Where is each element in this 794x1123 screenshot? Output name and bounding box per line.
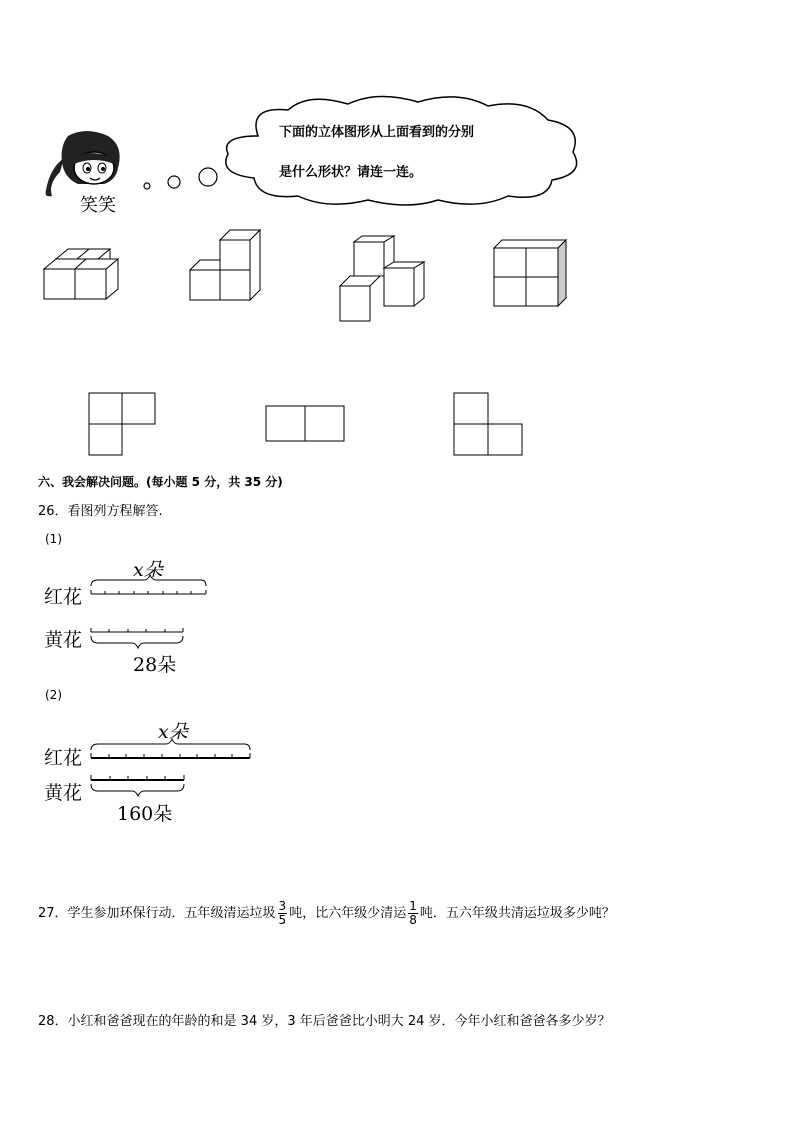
solid-figure-2 (186, 226, 266, 302)
q26-part2-bottom-quantity: 160朵 (117, 803, 173, 825)
solid-figure-4 (490, 236, 574, 310)
question-28-text: 28．小红和爸爸现在的年龄的和是 34 岁，3 年后爸爸比小明大 24 岁．今年小红和爸爸各多少岁？ (38, 1014, 611, 1029)
solid-figure-1 (40, 240, 130, 304)
cloud-line-1: 下面的立体图形从上面看到的分别 (279, 125, 475, 140)
top-view-shape-1 (88, 392, 158, 456)
cloud-line-2: 是什么形状？请连一连。 (279, 165, 423, 180)
q26-part2-top-quantity: x朵 (158, 721, 188, 743)
q27-fraction-1-denominator: 5 (278, 913, 287, 927)
top-view-shape-3 (453, 392, 525, 456)
question-27-text (38, 900, 615, 927)
mascot-illustration (38, 128, 138, 198)
q27-fraction-2-denominator: 8 (409, 913, 417, 927)
solid-figure-3 (336, 234, 432, 326)
q26-part2-red-label: 红花 (44, 747, 83, 769)
q26-part2-tag: (2) (45, 688, 62, 702)
q27-fraction-1-numerator: 3 (278, 899, 287, 913)
speech-cloud (218, 96, 583, 208)
q27-fraction-2-numerator: 1 (409, 899, 417, 913)
thought-bubbles (138, 164, 222, 196)
mascot-name: 笑笑 (80, 195, 116, 216)
q26-part2-yellow-label: 黄花 (44, 782, 83, 804)
q26-part1-red-label: 红花 (44, 586, 83, 608)
question-26-text: 26．看图列方程解答. (38, 504, 163, 519)
q27-fraction-1 (278, 900, 288, 927)
q27-post-text: 吨．五六年级共清运垃圾多少吨？ (419, 906, 615, 921)
section-6-title: 六、我会解决问题。(每小题 5 分，共 35 分) (38, 475, 283, 489)
q26-part1-bottom-quantity: 28朵 (133, 654, 177, 676)
q26-part2-yellow-bar (88, 774, 190, 800)
q27-fraction-2 (408, 900, 418, 927)
q26-part1-yellow-bar (88, 626, 188, 652)
q26-part1-red-bar (88, 574, 210, 600)
q26-part1-yellow-label: 黄花 (44, 629, 83, 651)
q27-mid-text: 吨，比六年级少清运 (289, 906, 407, 921)
q26-part1-tag: (1) (45, 532, 62, 546)
q26-part2-red-bar (88, 738, 254, 766)
top-view-shape-2 (265, 405, 347, 443)
q26-part1-top-quantity: x朵 (133, 559, 163, 581)
q27-pre-text: 27．学生参加环保行动．五年级清运垃圾 (38, 906, 276, 921)
